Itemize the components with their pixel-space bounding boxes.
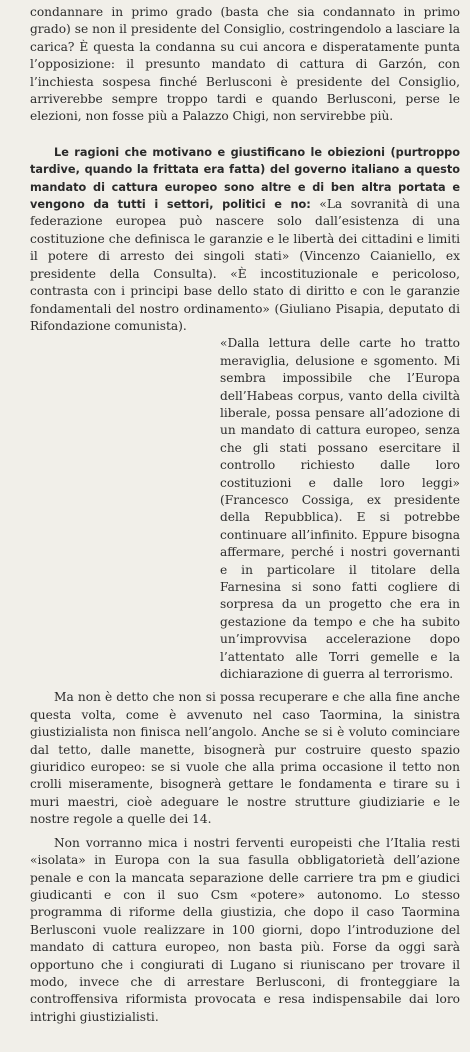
paragraph-2-lead: Le ragioni che motivano e giustificano le obiezioni (purtroppo tardive, quando la frittata era fatta) del governo italiano a questo mandato di cattura europeo sono altre e di ben altra portata e vengono da tutti i settori, politici e no: bbox=[30, 145, 460, 212]
paragraph-4: Ma non è detto che non si possa recuperare e che alla fine anche questa volta, come è avvenuto nel caso Taormina, la sinistra giustizialista non finisca nell’angolo. Anche se si è voluto cominciare dal tetto, dalle manette, bisognerà pur costruire questo spazio giuridico europeo: se si vuole che alla prima occasione il tetto non crolli miseramente, bisognerà gettare le fondamenta e tirare su i muri maestri, cioè adeguare le nostre strutture giudiziarie e le nostre regole a quelle dei 14. bbox=[30, 690, 460, 827]
paragraph-3: «Dalla lettura delle carte ho tratto meraviglia, delusione e sgomento. Mi sembra impossibile che l’Europa dell’Habeas corpus, vanto della civiltà liberale, possa pensare all’adozione di un mandato di cattura europeo, senza che gli stati possano esercitare il controllo richiesto dalle loro costituzioni e dalle loro leggi» (Francesco Cossiga, ex presidente della Repubblica). E si potrebbe continuare all’infinito. Eppure bisogna affermare, perché i nostri governanti e in particolare il titolare della Farnesina si sono fatti cogliere di sorpresa da un progetto che era in gestazione da tempo e che ha subito un’improvvisa accelerazione dopo l’attentato alle Torri gemelle e la dichiarazione di guerra al terrorismo. bbox=[220, 336, 460, 682]
paragraph-2-body: «La sovranità di una federazione europea può nascere solo dall’esistenza di una costituzione che definisca le garanzie e le libertà dei cittadini e limiti il potere di arresto dei singoli stati» (Vincenzo Caianiello, ex presidente della Consulta). «È incostituzionale e pericoloso, contrasta con i principi base dello stato di diritto e con le garanzie fondamentali del nostro ordinamento» (Giuliano Pisapia, deputato di Rifondazione comunista). bbox=[30, 197, 460, 333]
paragraph-1: condannare in primo grado (basta che sia condannato in primo grado) se non il presidente del Consiglio, costringendolo a lasciare la carica? È questa la condanna su cui ancora e disperatamente punta l’opposizione: il presunto mandato di cattura di Garzón, con l’inchiesta sospesa finché Berlusconi è presidente del Consiglio, arriverebbe sempre troppo tardi e quando Berlusconi, perse le elezioni, non fosse più a Palazzo Chigi, non servirebbe più. bbox=[30, 5, 460, 124]
article-column bbox=[30, 0, 460, 1026]
paragraph-5: Non vorranno mica i nostri ferventi europeisti che l’Italia resti «isolata» in Europa con la sua fasulla obbligatorietà dell’azione penale e con la mancata separazione delle carriere tra pm e giudici giudicanti e con il suo Csm «potere» autonomo. Lo stesso programma di riforme della giustizia, che dopo il caso Taormina Berlusconi vuole realizzare in 100 giorni, dopo l’introduzione del mandato di cattura europeo, non basta più. Forse da oggi sarà opportuno che i congiurati di Lugano si riuniscano per trovare il modo, invece che di arrestare Berlusconi, di fronteggiare la controffensiva riformista provocata e resa indispensabile dai loro intrighi giustizialisti. bbox=[30, 835, 460, 1024]
paragraph-2 bbox=[30, 144, 460, 335]
